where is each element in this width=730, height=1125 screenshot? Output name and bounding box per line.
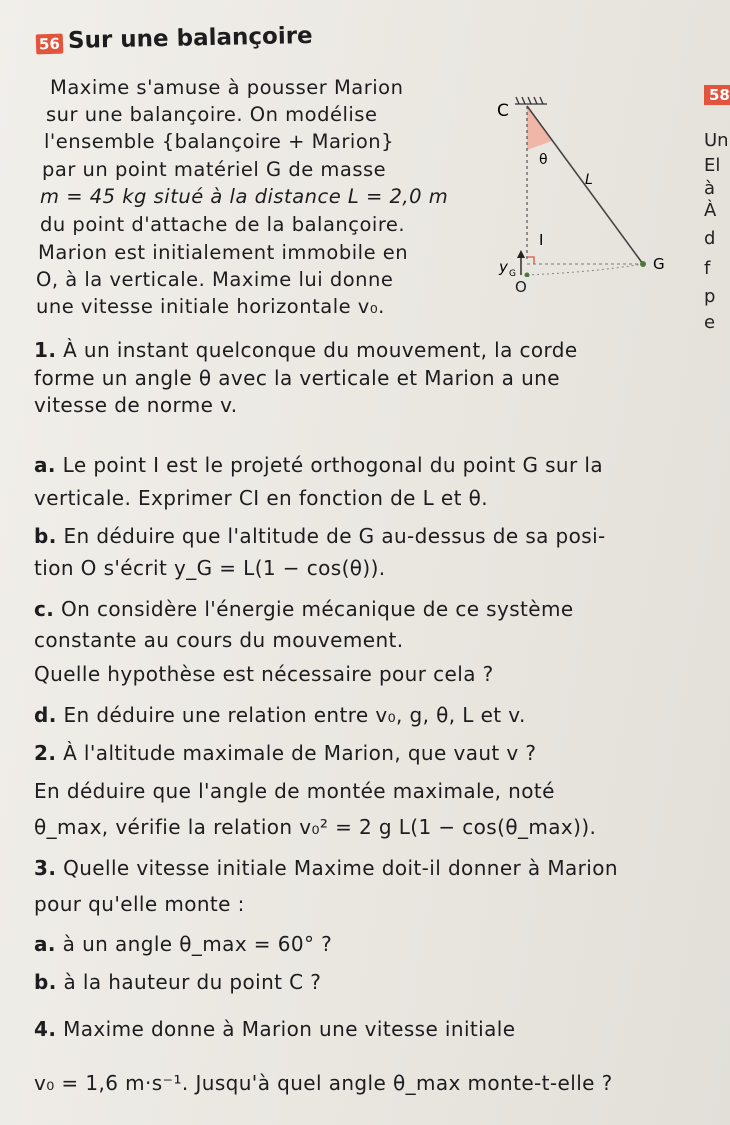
label-yg-sub: G [509, 269, 516, 277]
intro-line: m = 45 kg situé à la distance L = 2,0 m [40, 185, 449, 208]
question-line: d. En déduire une relation entre v₀, g, θ, L et v. [34, 703, 526, 727]
question-line: v₀ = 1,6 m·s⁻¹. Jusqu'à quel angle θ_max monte-t-elle ? [34, 1071, 613, 1095]
ceiling-attachment [515, 97, 547, 104]
question-line: tion O s'écrit y_G = L(1 − cos(θ)). [34, 556, 386, 580]
question-line: 4. Maxime donne à Marion une vitesse initiale [34, 1017, 516, 1041]
side-fragment: El [704, 155, 721, 176]
side-fragment: Un [704, 130, 729, 151]
exercise-title: Sur une balançoire [67, 22, 313, 54]
label-i: I [539, 231, 544, 249]
intro-line: par un point matériel G de masse [42, 158, 387, 181]
label-o: O [515, 278, 528, 296]
side-fragment: d [704, 228, 716, 249]
right-angle-mark [527, 257, 534, 264]
question-line: vitesse de norme v. [34, 393, 238, 417]
side-fragment: f [704, 258, 711, 279]
question-line: forme un angle θ avec la verticale et Marion a une [34, 366, 560, 390]
question-line: En déduire que l'angle de montée maximale, noté [34, 779, 555, 803]
question-line: pour qu'elle monte : [34, 892, 245, 916]
question-line: b. à la hauteur du point C ? [34, 970, 322, 994]
angle-sector [527, 106, 552, 150]
question-line: 1. À un instant quelconque du mouvement, la corde [34, 338, 578, 362]
point-g [640, 261, 646, 267]
next-exercise-badge: 58 [704, 85, 730, 105]
intro-line: Maxime s'amuse à pousser Marion [50, 76, 404, 99]
question-line: constante au cours du mouvement. [34, 628, 404, 652]
intro-line: une vitesse initiale horizontale v₀. [36, 295, 385, 318]
question-line: b. En déduire que l'altitude de G au-dessus de sa posi- [34, 524, 606, 548]
question-line: Quelle hypothèse est nécessaire pour cela ? [34, 662, 494, 686]
intro-line: O, à la verticale. Maxime lui donne [36, 268, 394, 291]
side-fragment: à [704, 178, 716, 199]
label-l: L [585, 172, 593, 188]
question-line: a. à un angle θ_max = 60° ? [34, 932, 333, 956]
side-fragment: À [704, 200, 717, 221]
question-line: c. On considère l'énergie mécanique de ce système [34, 597, 574, 621]
intro-line: l'ensemble {balançoire + Marion} [44, 130, 395, 153]
question-line: 2. À l'altitude maximale de Marion, que vaut v ? [34, 741, 537, 765]
label-yg: y [499, 258, 508, 276]
yg-arrowhead [517, 250, 525, 258]
label-theta: θ [539, 152, 548, 168]
trajectory-arc [527, 264, 643, 275]
label-g: G [653, 255, 665, 273]
label-c: C [497, 101, 509, 121]
intro-line: sur une balançoire. On modélise [46, 103, 378, 126]
side-fragment: p [704, 286, 716, 307]
intro-line: du point d'attache de la balançoire. [40, 213, 406, 236]
intro-line: Marion est initialement immobile en [38, 241, 409, 264]
question-line: θ_max, vérifie la relation v₀² = 2 g L(1 − cos(θ_max)). [34, 815, 597, 839]
question-line: verticale. Exprimer CI en fonction de L et θ. [34, 486, 489, 510]
side-fragment: e [704, 312, 716, 333]
question-line: 3. Quelle vitesse initiale Maxime doit-il donner à Marion [34, 856, 618, 880]
exercise-number-badge: 56 [36, 34, 64, 55]
swing-diagram [485, 92, 695, 277]
point-o [525, 273, 530, 278]
question-line: a. Le point I est le projeté orthogonal du point G sur la [34, 453, 603, 477]
